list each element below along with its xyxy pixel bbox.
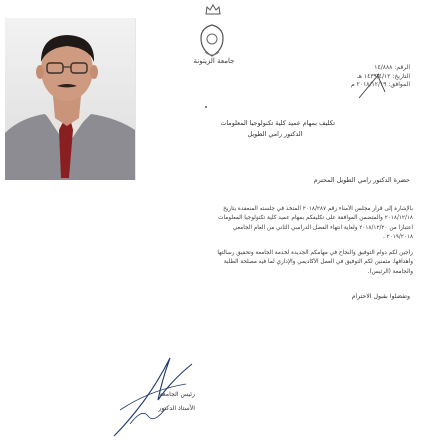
- portrait-photo: [5, 18, 136, 180]
- body-line: والجامعة (الرئيس).: [367, 268, 413, 275]
- body-line: وأهدافها، متمنين لكم التوفيق في العمل الأكاديمي والإداري لما فيه مصلحة الطلبة: [223, 259, 413, 266]
- signatory-name: الأستاذ الدكتور: [158, 405, 195, 412]
- body-line: اعتباراً من ٢٠١٨/١٢/٢٠ ولغاية انتهاء الفصل الدراسي الثاني من العام الجامعي: [232, 224, 413, 231]
- bullet-dot: [205, 106, 207, 108]
- body-paragraph-2: [130, 249, 413, 277]
- subject-line: تكليف بمهام عميد كلية تكنولوجيا المعلومات: [220, 119, 335, 127]
- body-line: بالإشارة إلى قرار مجلس الأمناء رقم ٢٠١٨/٢٨٧ المتخذ في جلسته المنعقدة بتاريخ: [223, 206, 413, 212]
- body-line: ٢٠١٩/٢٠١٨ .: [383, 234, 413, 241]
- subject-block: [215, 118, 335, 140]
- ref-number: الرقم: ١٤/٨٨٨: [374, 64, 410, 71]
- salutation: حضرة الدكتور رامي الطويل المحترم: [313, 176, 410, 184]
- ref-date-hijri: التاريخ: ١٤٣٩/٤/١٢ هـ: [357, 72, 410, 80]
- signatory-title: رئيس الجامعة: [159, 391, 195, 398]
- handwritten-mark: [355, 72, 395, 102]
- subject-name: الدكتور رامي الطويل: [247, 130, 303, 138]
- body-line: راجين لكم دوام التوفيق والنجاح في مهامكم الجديدة لخدمة الجامعة وتحقيق رسالتها: [217, 250, 413, 256]
- signatory-block: [95, 388, 195, 416]
- institution-logo-text: جامعة الزيتونة: [193, 57, 235, 65]
- crown-icon: [204, 2, 222, 16]
- body-line: ٢٠١٨/١٢/١٨ والمتضمن الموافقة على تكليفكم بمهام عميد كلية تكنولوجيا المعلومات: [218, 215, 413, 222]
- ref-date-gregorian: الموافق: ٢٠١٨/١٢/١٩ م: [351, 81, 410, 88]
- emblem-icon: [195, 22, 229, 60]
- closing-text: وتفضلوا بقبول الاحترام: [351, 293, 410, 300]
- body-paragraph-1: [130, 205, 413, 243]
